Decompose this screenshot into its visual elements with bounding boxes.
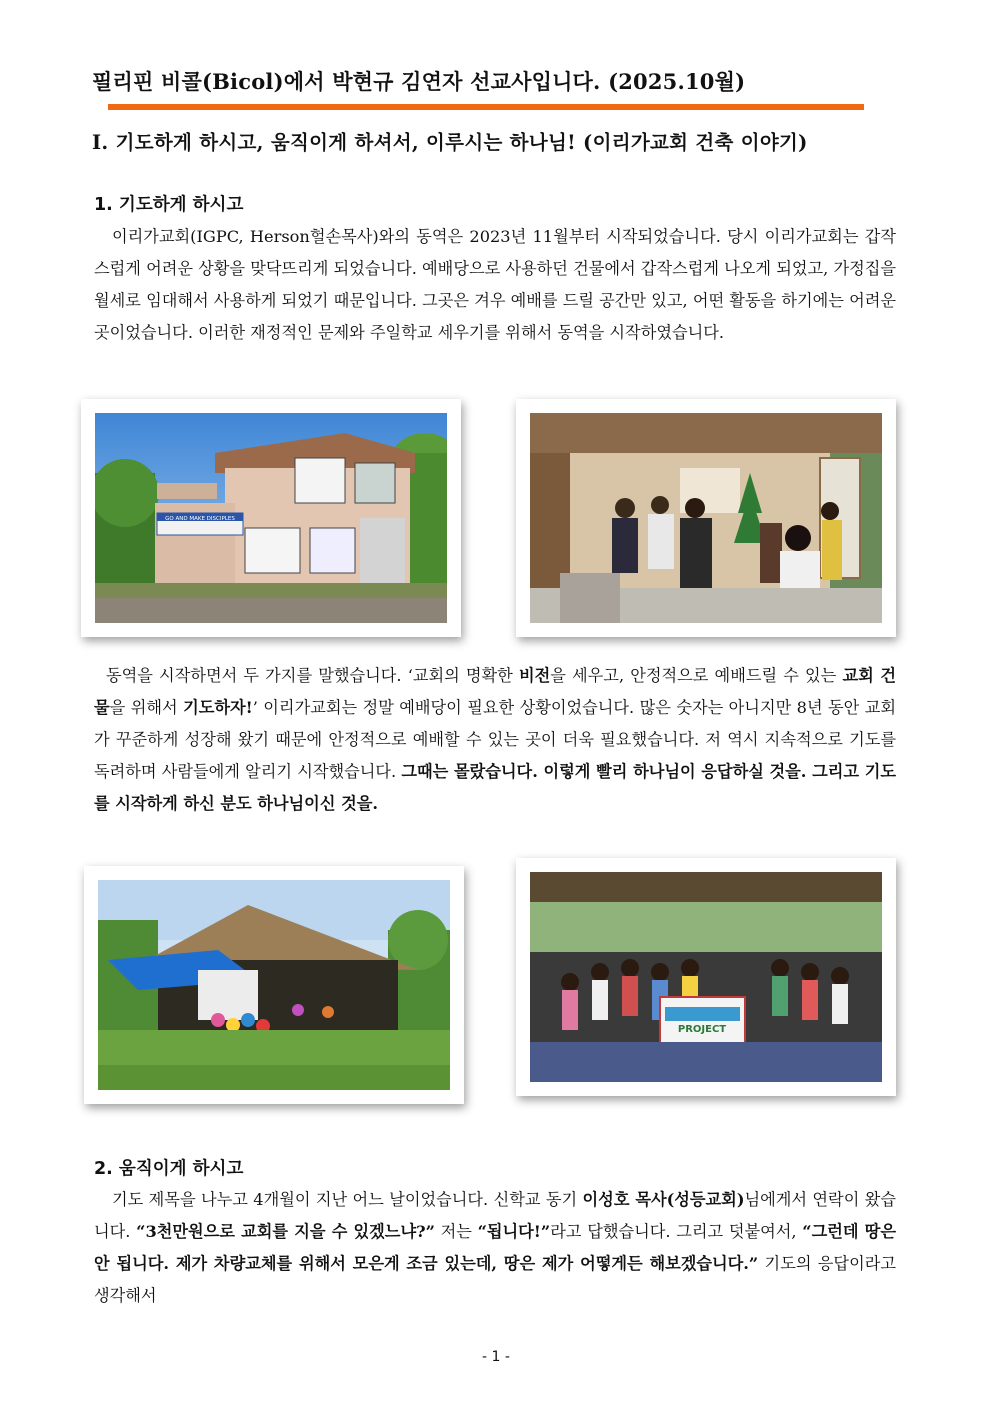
subheading-move: 2. 움직이게 하시고 — [94, 1159, 244, 1179]
section-title: Ⅰ. 기도하게 하시고, 움직이게 하셔서, 이루시는 하나님! (이리가교회 건축 이야기) — [92, 131, 808, 154]
header-orange-rule — [108, 104, 864, 110]
photo-nipa-hut — [84, 866, 464, 1104]
subheading-pray: 1. 기도하게 하시고 — [94, 195, 244, 215]
page-header-title: 필리핀 비콜(Bicol)에서 박현규 김연자 선교사입니다. (2025.10월) — [92, 69, 746, 94]
page-number: - 1 - — [482, 1349, 510, 1365]
banner-text: GO AND MAKE DISCIPLES — [165, 516, 235, 522]
photo-children-group — [516, 858, 896, 1096]
paragraph-contact: 기도 제목을 나누고 4개월이 지난 어느 날이었습니다. 신학교 동기 이성호 목사(성등교회)님에게서 연락이 왔습니다. “3천만원으로 교회를 지을 수 있겠느냐?” 저는 “됩니다!”라고 답했습니다. 그리고 덧붙여서, “그런데 땅은 안 됩니다. 제가 차량교체를 위해서 모은게 조금 있는데, 땅은 제가 어떻게든 해보겠습니다.” 기도의 응답이라고 생각해서 — [94, 1190, 897, 1305]
photo-rented-house — [81, 399, 461, 637]
paragraph-intro: 이리가교회(IGPC, Herson헐손목사)와의 동역은 2023년 11월부터 시작되었습니다. 당시 이리가교회는 갑작스럽게 어려운 상황을 맞닥뜨리게 되었습니다. 예배당으로 사용하던 건물에서 갑작스럽게 나오게 되었고, 가정집을 월세로 임대해서 사용하게 되었기 때문입니다. 그곳은 겨우 예배를 드릴 공간만 있고, 어떤 활동을 하기에는 어려운 곳이었습니다. 이러한 재정적인 문제와 주일학교 세우기를 위해서 동역을 시작하였습니다. — [94, 227, 896, 342]
photo-worship-inside — [516, 399, 896, 637]
paragraph-vision: 동역을 시작하면서 두 가지를 말했습니다. ‘교회의 명확한 비전을 세우고, 안정적으로 예배드릴 수 있는 교회 건물을 위해서 기도하자!’ 이리가교회는 정말 예배당이 필요한 상황이었습니다. 많은 숫자는 아니지만 8년 동안 교회가 꾸준하게 성장해 왔기 때문에 안정적으로 예배할 수 있는 곳이 더욱 필요했습니다. 저 역시 지속적으로 기도를 독려하며 사람들에게 알리기 시작했습니다. 그때는 몰랐습니다. 이렇게 빨리 하나님이 응답하실 것을. 그리고 기도를 시작하게 하신 분도 하나님이신 것을. — [94, 666, 897, 813]
project-banner-text: PROJECT — [677, 1024, 727, 1035]
